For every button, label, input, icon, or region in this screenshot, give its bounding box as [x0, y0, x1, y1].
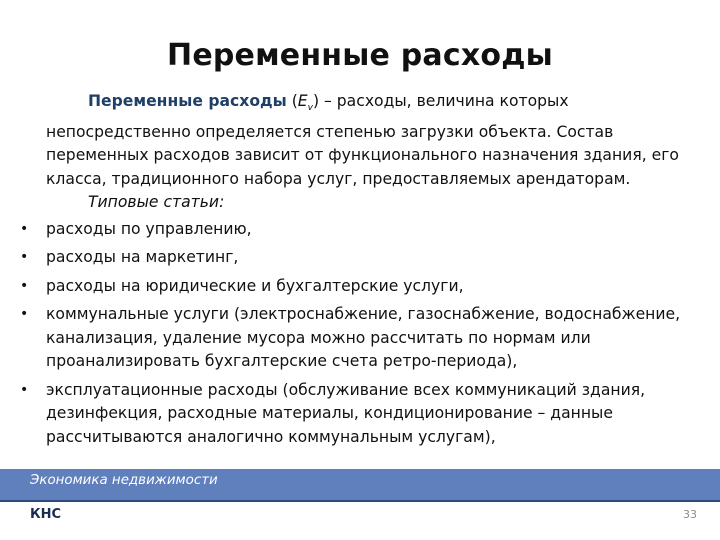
bullet-icon: • [20, 220, 29, 237]
list-item-text: расходы по управлению, [46, 219, 252, 238]
symbol-close: ) [312, 92, 320, 110]
symbol-main: E [297, 92, 308, 110]
list-item [18, 246, 708, 270]
list-item [18, 275, 708, 299]
intro-text: – расходы, величина которых непосредственно определяется степенью загрузки объекта. Состав переменных расходов зависит от функционального назначения здания, его класса, традиционного набора услуг, предоставляемых арендаторам. [46, 92, 679, 188]
slide-body [18, 90, 708, 454]
symbol-subscript: v [307, 103, 313, 114]
footer-course-title: Экономика недвижимости [30, 473, 218, 488]
expense-list [18, 218, 708, 450]
symbol-open: ( [286, 92, 298, 110]
bullet-icon: • [20, 277, 29, 294]
bullet-icon: • [20, 381, 29, 398]
list-item-text: эксплуатационные расходы (обслуживание всех коммуникаций здания, дезинфекция, расходные материалы, кондиционирование – данные рассчитываются аналогично коммунальным услугам), [46, 380, 646, 446]
list-item [18, 379, 708, 450]
bullet-icon: • [20, 306, 29, 323]
list-item-text: расходы на юридические и бухгалтерские услуги, [46, 276, 464, 295]
intro-paragraph [46, 90, 708, 191]
list-item [18, 303, 708, 374]
typical-items-label: Типовые статьи: [88, 193, 225, 212]
slide-title: Переменные расходы [167, 38, 553, 73]
term-label: Переменные расходы [88, 92, 287, 110]
list-item-text: расходы на маркетинг, [46, 248, 239, 267]
bullet-icon: • [20, 249, 29, 266]
list-item-text: коммунальные услуги (электроснабжение, газоснабжение, водоснабжение, канализация, удаление мусора можно рассчитать по нормам или проанализировать бухгалтерские счета ретро-периода), [46, 305, 681, 371]
page-number: 33 [683, 508, 697, 521]
list-item [18, 218, 708, 242]
footer-author: КНС [30, 507, 62, 522]
